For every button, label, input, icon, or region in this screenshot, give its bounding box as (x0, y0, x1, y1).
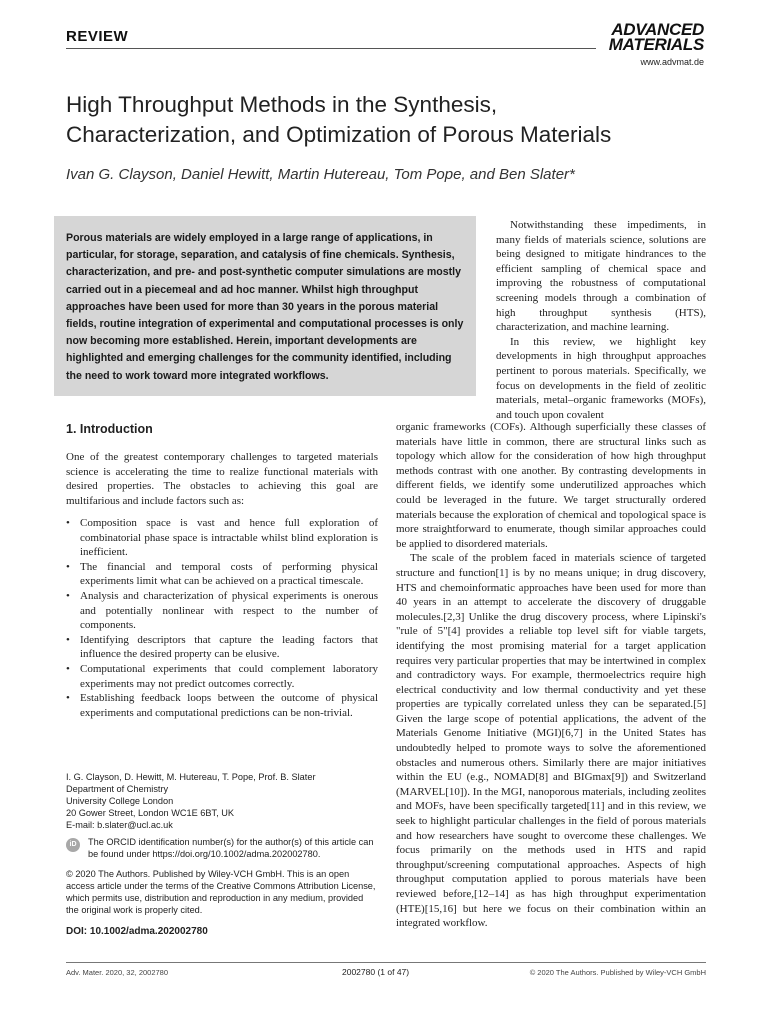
affiliation-line: I. G. Clayson, D. Hewitt, M. Hutereau, T. Pope, Prof. B. Slater (66, 772, 316, 782)
list-item: • The financial and temporal costs of performing physical experiments limit what can be achieved on a practical timescale. (66, 560, 378, 589)
abstract-box (54, 216, 476, 396)
journal-url[interactable]: www.advmat.de (640, 57, 704, 67)
list-item: • Establishing feedback loops between the outcome of physical experiments and computational predictions can be non-trivial. (66, 691, 378, 720)
logo-line-2: MATERIALS (608, 35, 704, 54)
article-title (66, 90, 706, 150)
title-line-2: Characterization, and Optimization of Porous Materials (66, 122, 612, 147)
logo-line-1: ADVANCED (611, 20, 704, 39)
challenge-list (66, 516, 378, 720)
paragraph: Notwithstanding these impediments, in many fields of materials science, solutions are being designed to mitigate hindrances to the efficient sampling of chemical space and improving the robustness of computational screening models through a combination of high throughput synthesis (HTS), characterization, and machine learning. (496, 219, 706, 334)
affiliation-line: Department of Chemistry (66, 784, 169, 794)
author-list: Ivan G. Clayson, Daniel Hewitt, Martin Hutereau, Tom Pope, and Ben Slater* (66, 166, 575, 183)
paragraph: In this review, we highlight key developments in high throughput approaches pertinent to porous materials. Specifically, we focus on developments in the field of zeolitic materials, metal–organic frameworks (MOFs), and touch upon covalent (496, 335, 706, 421)
doi-link[interactable]: DOI: 10.1002/adma.202002780 (66, 926, 208, 937)
list-item: • Identifying descriptors that capture the leading factors that influence the desired property can be elusive. (66, 633, 378, 662)
section-label: REVIEW (66, 28, 129, 45)
journal-logo[interactable] (609, 22, 704, 52)
paragraph: The scale of the problem faced in materials science of targeted structure and function[1] is by no means unique; in drug discovery, HTS and chemoinformatic approaches have been used for more than 40 years in an attempt to accelerate the discovery of druggable molecules.[2,3] Unlike the drug discovery process, where Lipinski's "rule of 5"[4] provides a reliable top level sift for viable targets, identifying the most promising material for a target application requires very particular properties that may be intertwined in complex and contradictory ways. For example, thermoelectrics require high electrical conductivity and low thermal conductivity and yet these properties are typically correlated unless they can be separated.[5] Given the large scope of potential applications, the advent of the Materials Genome Initiative (MGI)[6,7] in the United States has undoubtedly helped to promote ways to solve the aforementioned obstacles and numerous others. Similarly there are major initiatives within the EU (e.g., NOMAD[8] and BIGmax[9]) and Switzerland (MARVEL[10]). In the MGI, nanoporous materials, including zeolites and MOFs, have been specifically targeted[11] and in this review, we seek to highlight particular challenges in the field of porous materials and how researchers have sought to overcome these challenges. We focus primarily on the methods used in HTS and rapid throughput/screening computational approaches. Aspects of high throughput computation applied to porous materials have been reviewed before,[12–14] as has high throughput experimentation (HTE)[15,16] but here we focus on their combination within an integrated workflow. (396, 552, 706, 930)
affiliation-line: University College London (66, 796, 174, 806)
citation-footer: Adv. Mater. 2020, 32, 2002780 (66, 968, 169, 977)
abstract-text: Porous materials are widely employed in a large range of applications, in particular, for storage, separation, and catalysis of fine chemicals. Synthesis, characterization, and pre- and post-synthetic computer simulations are mostly carried out in a piecemeal and ad hoc manner. Whilst high throughput approaches have been used for more than 30 years in the porous material fields, routine integration of experimental and computational processes is only now becoming more established. Herein, important developments are highlighted and emerging challenges for the community identified, including the need to work toward more integrated workflows. (66, 232, 464, 382)
license-note: © 2020 The Authors. Published by Wiley-VCH GmbH. This is an open access article under the terms of the Creative Commons Attribution License, which permits use, distribution and reproduction in any medium, provided the original work is properly cited. (66, 869, 376, 915)
copyright-footer: © 2020 The Authors. Published by Wiley-VCH GmbH (529, 968, 706, 977)
title-line-1: High Throughput Methods in the Synthesis, (66, 92, 498, 117)
section-heading: 1. Introduction (66, 422, 153, 436)
list-item: • Analysis and characterization of physical experiments is onerous and potentially nonlinear with respect to the number of components. (66, 589, 378, 633)
email-link[interactable]: E-mail: b.slater@ucl.ac.uk (66, 820, 173, 830)
list-item: • Composition space is vast and hence full exploration of combinatorial phase space is intractable whilst blind exploration is inefficient. (66, 516, 378, 560)
affiliation-block (66, 771, 386, 831)
orcid-note[interactable]: The ORCID identification number(s) for the author(s) of this article can be found under https://doi.org/10.1002/adma.202002780. (88, 837, 374, 859)
affiliation-line: 20 Gower Street, London WC1E 6BT, UK (66, 808, 235, 818)
header-rule (66, 48, 596, 49)
page-number: 2002780 (1 of 47) (342, 967, 410, 977)
right-column-top (496, 218, 706, 422)
list-item: • Computational experiments that could complement laboratory experiments may not predict outcomes correctly. (66, 662, 378, 691)
right-column-main (396, 420, 706, 931)
footer-rule (66, 962, 706, 963)
intro-paragraph: One of the greatest contemporary challenges to targeted materials science is accelerating the time to realize functional materials with desired properties. The obstacles to achieving this goal are multifarious and include factors such as: (66, 451, 378, 507)
orcid-icon[interactable]: iD (66, 838, 80, 852)
paragraph: organic frameworks (COFs). Although superficially these classes of materials have little in common, there are structural links such as topology which allow for the consideration of how high throughput methods contrast with one another. By contrasting developments in different fields, we identify some underutilized approaches which could be leveraged in the future. We target structurally ordered materials because the exploration of chemical and topological space is more straightforward to enumerate, though similar approaches could be applied to disordered materials. (396, 421, 706, 550)
